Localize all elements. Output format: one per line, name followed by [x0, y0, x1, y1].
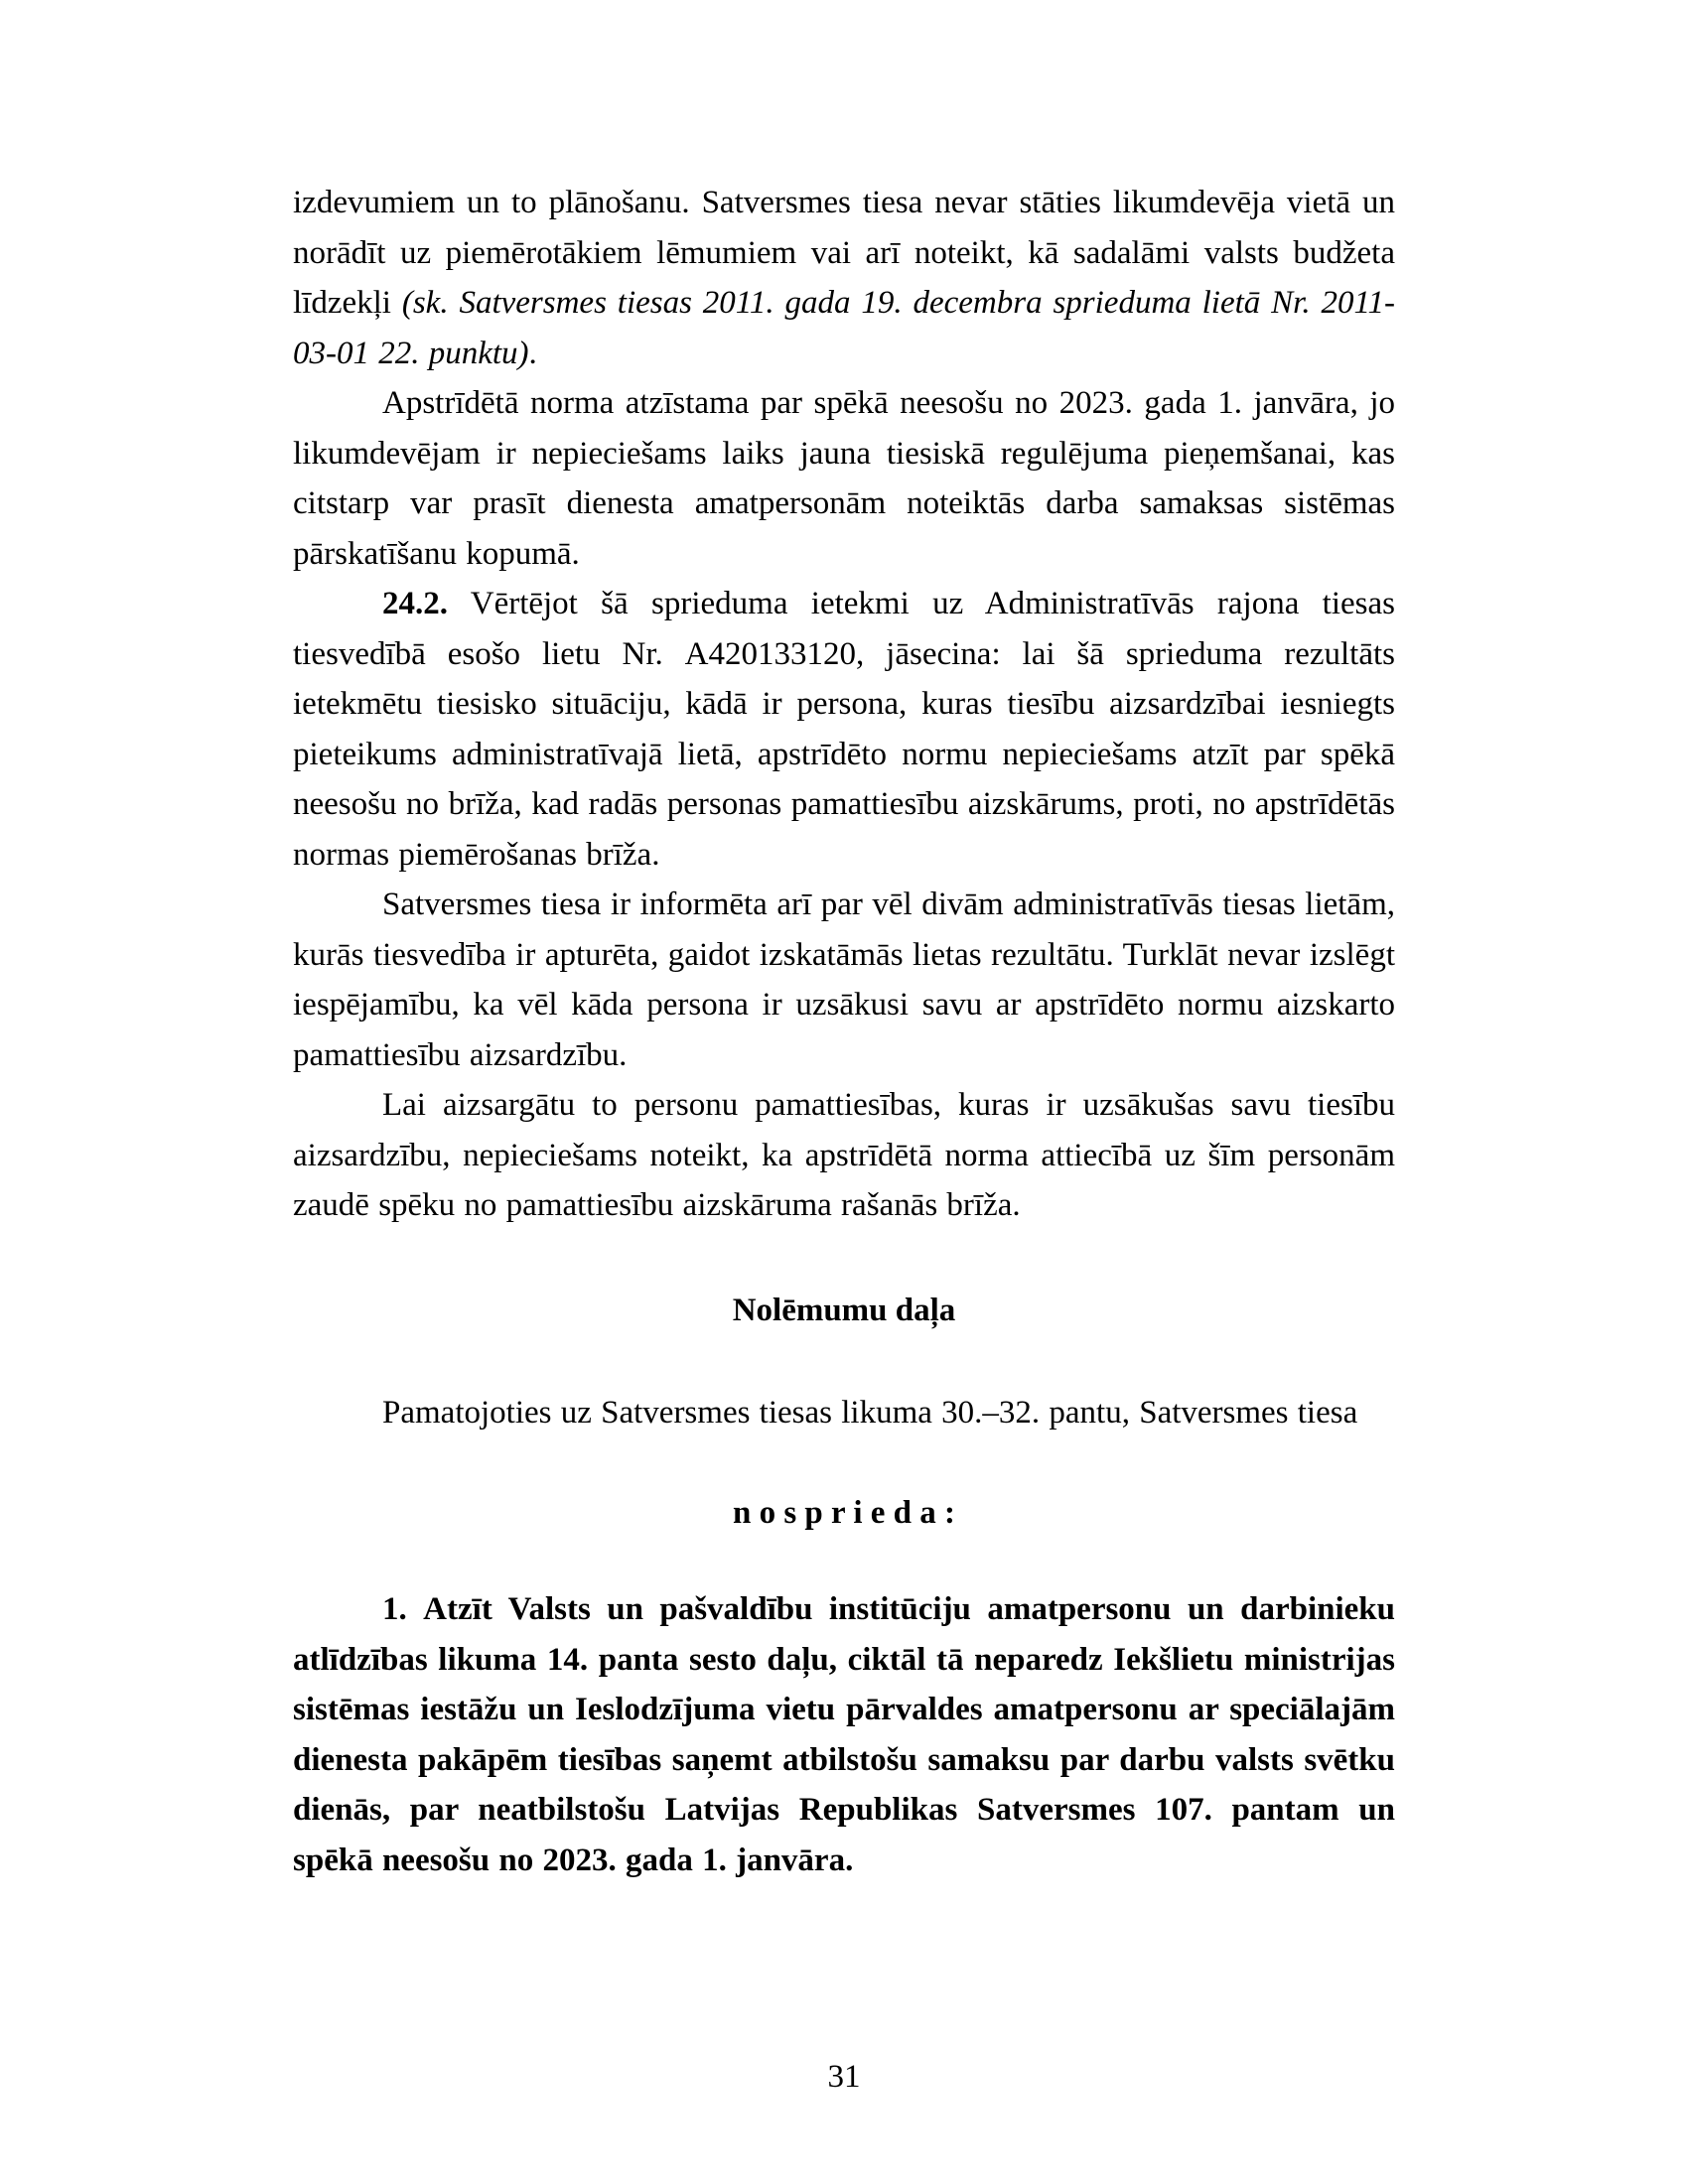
- citation-italic-run: (sk. Satversmes tiesas 2011. gada 19. decembra sprieduma lietā Nr. 2011-03-01 22. punktu): [293, 285, 1396, 371]
- text-run: Vērtējot šā sprieduma ietekmi uz Administratīvās rajona tiesas tiesvedībā esošo lietu Nr. A420133120, jāsecina: lai šā sprieduma rezultāts ietekmētu tiesisko situāciju, kādā ir persona, kuras tiesību aizsardzībai iesniegts pieteikums administratīvajā lietā, apstrīdēto normu nepieciešams atzīt par spēkā neesošu no brīža, kad radās personas pamattiesību aizskārums, proti, no apstrīdētās normas piemērošanas brīža.: [293, 586, 1395, 873]
- paragraph-budget-continuation: [293, 178, 1395, 378]
- heading-nolemumu-dala: Nolēmumu daļa: [732, 1292, 956, 1328]
- paragraph-ruling-1: 1. Atzīt Valsts un pašvaldību institūciju amatpersonu un darbinieku atlīdzības likuma 14. panta sesto daļu, ciktāl tā neparedz Iekšlietu ministrijas sistēmas iestāžu un Ieslodzījuma vietu pārvaldes amatpersonu ar speciālajām dienesta pakāpēm tiesības saņemt atbilstošu samaksu par darbu valsts svētku dienās, par neatbilstošu Latvijas Republikas Satversmes 107. pantam un spēkā neesošu no 2023. gada 1. janvāra.: [293, 1591, 1395, 1878]
- section-number-24-2: 24.2.: [382, 586, 448, 621]
- paragraph-informed-cases: Satversmes tiesa ir informēta arī par vēl divām administratīvās tiesas lietām, kurās tiesvedība ir apturēta, gaidot izskatāmās lietas rezultātu. Turklāt nevar izslēgt iespējamību, ka vēl kāda persona ir uzsākusi savu ar apstrīdēto normu aizskarto pamattiesību aizsardzību.: [293, 887, 1395, 1073]
- page-number: 31: [827, 2059, 861, 2095]
- paragraph-basis: Pamatojoties uz Satversmes tiesas likuma 30.–32. pantu, Satversmes tiesa: [382, 1395, 1358, 1431]
- paragraph-effective-date: Apstrīdētā norma atzīstama par spēkā neesošu no 2023. gada 1. janvāra, jo likumdevējam ir nepieciešams laiks jauna tiesiskā regulējuma pieņemšanai, kas citstarp var prasīt dienesta amatpersonām noteiktās darba samaksas sistēmas pārskatīšanu kopumā.: [293, 385, 1395, 572]
- paragraph-24-2: [293, 579, 1395, 880]
- text-run: izdevumiem un to plānošanu. Satversmes tiesa nevar stāties likumdevēja vietā un norādīt uz piemērotākiem lēmumiem vai arī noteikt, kā sadalāmi valsts budžeta līdzekļi: [293, 185, 1395, 321]
- heading-nosprieda: n o s p r i e d a :: [732, 1494, 955, 1531]
- document-body: [293, 178, 1395, 1885]
- paragraph-protection: Lai aizsargātu to personu pamattiesības, kuras ir uzsākušas savu tiesību aizsardzību, nepieciešams noteikt, ka apstrīdētā norma attiecībā uz šīm personām zaudē spēku no pamattiesību aizskāruma rašanās brīža.: [293, 1087, 1395, 1223]
- text-run: .: [528, 335, 537, 371]
